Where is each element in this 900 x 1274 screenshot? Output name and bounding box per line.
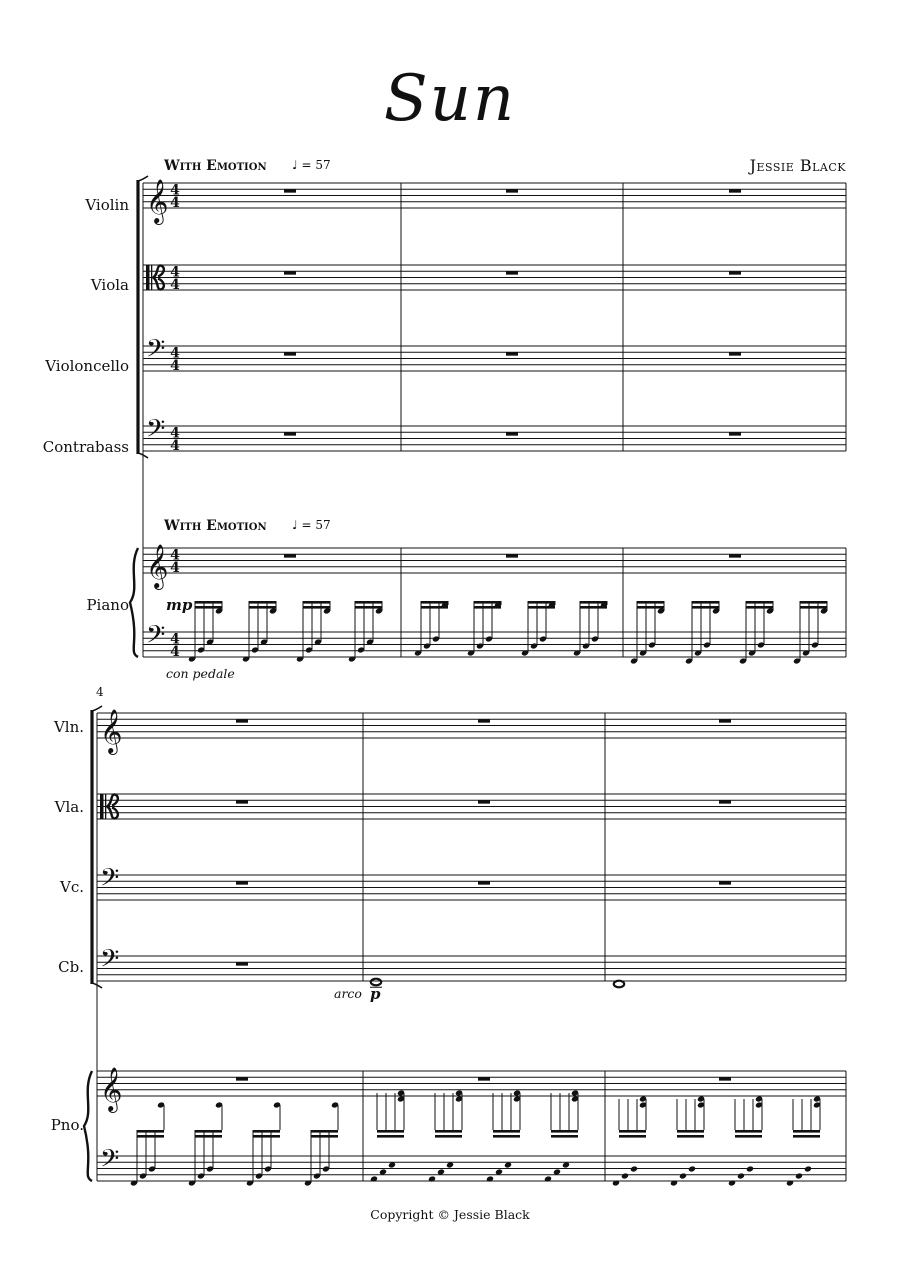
beam	[195, 1135, 222, 1138]
staff-system1-2	[143, 346, 846, 371]
instrument-label-cb: Cb.	[58, 958, 84, 976]
beam	[493, 1130, 520, 1133]
piano-treble-staff-2	[97, 1071, 846, 1096]
treble-clef-icon: 𝄞	[100, 709, 123, 753]
sixteenth-note	[688, 1165, 696, 1172]
instrument-label-vc: Vc.	[59, 878, 84, 896]
whole-rest	[719, 1077, 731, 1080]
sixteenth-note	[428, 1175, 436, 1182]
whole-rest	[478, 1077, 490, 1080]
beam	[249, 601, 276, 604]
whole-rest	[506, 352, 518, 355]
composer-name: Jessie Black	[749, 156, 846, 175]
treble-clef-icon: 𝄞	[146, 544, 169, 588]
sixteenth-note	[621, 1172, 629, 1179]
whole-rest	[478, 800, 490, 803]
bass-clef-icon: 𝄢	[100, 863, 120, 899]
bass-clef-icon: 𝄢	[146, 414, 166, 450]
beam	[793, 1130, 820, 1133]
beam	[800, 606, 827, 609]
instrument-label-viola: Viola	[90, 276, 129, 294]
time-signature-denominator: 4	[170, 277, 180, 293]
treble-clef-icon: 𝄞	[146, 179, 169, 223]
whole-rest	[719, 719, 731, 722]
sixteenth-note	[737, 1172, 745, 1179]
beam	[735, 1135, 762, 1138]
whole-rest	[506, 189, 518, 192]
beam	[735, 1130, 762, 1133]
time-signature-denominator: 4	[170, 438, 180, 454]
beam	[311, 1130, 338, 1133]
beam	[311, 1135, 338, 1138]
whole-rest	[236, 1077, 248, 1080]
whole-rest	[729, 432, 741, 435]
piano-brace	[130, 548, 138, 657]
beam	[551, 1130, 578, 1133]
tempo-marking-piano: With Emotion	[164, 518, 267, 534]
whole-note	[614, 981, 624, 988]
beam	[551, 1135, 578, 1138]
staff-system2-1	[97, 794, 846, 819]
sixteenth-note	[746, 1165, 754, 1172]
time-signature-numerator: 4	[170, 631, 180, 648]
whole-rest	[236, 962, 248, 965]
whole-rest	[729, 352, 741, 355]
instrument-label-vln: Vln.	[53, 718, 84, 736]
whole-rest	[478, 881, 490, 884]
alto-clef-bar	[105, 794, 106, 819]
beam	[637, 606, 664, 609]
beam	[619, 1135, 646, 1138]
beam	[377, 1135, 404, 1138]
sixteenth-note	[612, 1179, 620, 1186]
sixteenth-note	[804, 1165, 812, 1172]
sixteenth-note	[370, 1175, 378, 1182]
time-signature-numerator: 4	[170, 345, 180, 362]
instrument-label-pno: Pno.	[50, 1116, 84, 1134]
whole-rest	[478, 719, 490, 722]
whole-rest	[719, 800, 731, 803]
metronome-marking-piano: ♩ = 57	[292, 518, 331, 532]
instrument-label-piano: Piano	[86, 596, 129, 614]
whole-rest	[284, 432, 296, 435]
beam	[249, 606, 276, 609]
instrument-label-contrabass: Contrabass	[42, 438, 129, 456]
bass-clef-icon: 𝄢	[146, 334, 166, 370]
whole-rest	[236, 881, 248, 884]
sixteenth-note	[544, 1175, 552, 1182]
whole-rest	[506, 432, 518, 435]
beam	[303, 601, 330, 604]
tempo-marking: With Emotion	[164, 158, 267, 174]
beam	[355, 601, 382, 604]
beam	[195, 1130, 222, 1133]
beam	[195, 601, 222, 604]
instrument-label-violoncello: Violoncello	[45, 357, 129, 375]
sixteenth-note	[786, 1179, 794, 1186]
time-signature-denominator: 4	[170, 358, 180, 374]
whole-rest	[284, 189, 296, 192]
beam	[137, 1130, 164, 1133]
bass-clef-icon: 𝄢	[100, 944, 120, 980]
time-signature-numerator: 4	[170, 425, 180, 442]
beam	[800, 601, 827, 604]
beam	[253, 1135, 280, 1138]
whole-rest	[284, 352, 296, 355]
beam	[637, 601, 664, 604]
whole-rest	[506, 271, 518, 274]
staff-system2-0	[97, 713, 846, 738]
alto-clef-bar	[151, 265, 152, 290]
whole-rest	[729, 189, 741, 192]
sixteenth-note	[670, 1179, 678, 1186]
metronome-marking: ♩ = 57	[292, 158, 331, 172]
instrument-label-vla: Vla.	[54, 798, 84, 816]
beam	[692, 601, 719, 604]
time-signature-numerator: 4	[170, 547, 180, 564]
whole-rest	[236, 719, 248, 722]
copyright-notice: Copyright © Jessie Black	[370, 1207, 530, 1222]
sixteenth-note	[486, 1175, 494, 1182]
whole-rest	[506, 554, 518, 557]
beam	[137, 1135, 164, 1138]
beam	[303, 606, 330, 609]
page-title: Sun	[383, 62, 517, 136]
time-signature-denominator: 4	[170, 560, 180, 576]
piano-treble-staff	[143, 548, 846, 573]
beam	[677, 1135, 704, 1138]
time-signature-denominator: 4	[170, 644, 180, 660]
whole-rest	[284, 271, 296, 274]
beam	[493, 1135, 520, 1138]
beam	[435, 1130, 462, 1133]
sixteenth-note	[630, 1165, 638, 1172]
measure-number: 4	[96, 685, 104, 699]
beam	[746, 606, 773, 609]
expression-arco: arco	[334, 986, 362, 1001]
staff-system1-3	[143, 426, 846, 451]
piano-brace	[84, 1071, 92, 1181]
alto-clef-bar	[100, 794, 104, 819]
instrument-label-violin: Violin	[85, 196, 129, 214]
expression-con-pedale: con pedale	[166, 666, 235, 681]
staff-system1-1	[143, 265, 846, 290]
time-signature-denominator: 4	[170, 195, 180, 211]
treble-clef-icon: 𝄞	[100, 1067, 123, 1111]
whole-rest	[284, 554, 296, 557]
beam	[253, 1130, 280, 1133]
beam	[195, 606, 222, 609]
beam	[355, 606, 382, 609]
beam	[692, 606, 719, 609]
beam	[377, 1130, 404, 1133]
beam	[793, 1135, 820, 1138]
dynamic-mp: mp	[166, 596, 193, 614]
staff-system1-0	[143, 183, 846, 208]
dynamic-p: p	[370, 985, 381, 1003]
alto-clef-bar	[146, 265, 150, 290]
whole-rest	[236, 800, 248, 803]
sixteenth-note	[795, 1172, 803, 1179]
beam	[619, 1130, 646, 1133]
piano-bass-staff	[143, 632, 846, 657]
staff-system2-3	[97, 956, 846, 981]
whole-rest	[729, 554, 741, 557]
beam	[677, 1130, 704, 1133]
sixteenth-note	[728, 1179, 736, 1186]
whole-rest	[729, 271, 741, 274]
bass-clef-icon: 𝄢	[100, 1144, 120, 1180]
time-signature-numerator: 4	[170, 264, 180, 281]
staff-system2-2	[97, 875, 846, 900]
bass-clef-icon: 𝄢	[146, 620, 166, 656]
beam	[746, 601, 773, 604]
whole-rest	[719, 881, 731, 884]
beam	[435, 1135, 462, 1138]
time-signature-numerator: 4	[170, 182, 180, 199]
sixteenth-note	[679, 1172, 687, 1179]
